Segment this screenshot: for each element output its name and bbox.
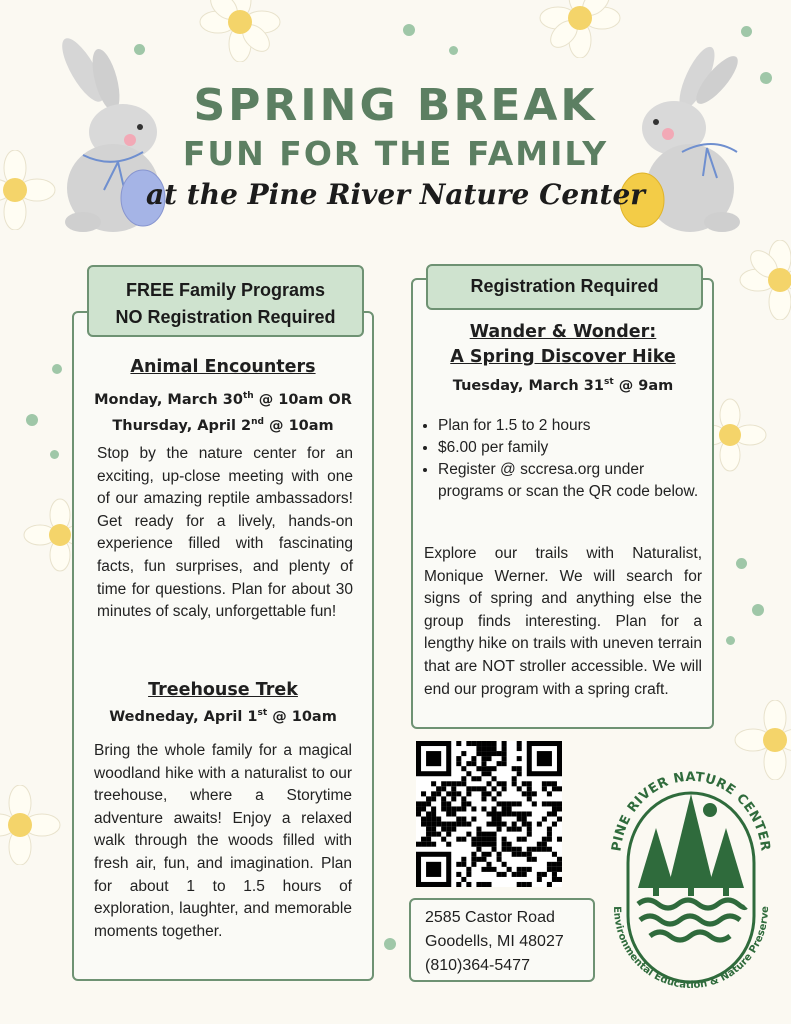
hike-date [418,377,708,394]
date-suffix: st [257,708,268,718]
list-item: • Register @ sccresa.org under programs or scan the QR code below. [438,459,706,503]
qr-code-icon [416,741,562,887]
date2-time: @ 10am [263,417,334,434]
date2-text: Thursday, April 2 [112,417,252,434]
daisy-icon [195,0,285,62]
date-time: @ 10am [267,708,337,725]
decor-dot [52,364,62,374]
hike-details-list [420,415,706,503]
list-item: • $6.00 per family [438,437,706,459]
address-street: 2585 Castor Road [425,909,555,926]
decor-dot [449,46,458,55]
program-description-animal-encounters: Stop by the nature center for an exciting, up-close meeting with one of our amazing reptile ambassadors! Get ready for a lively, hands-on experience filled with fascinating facts, fun surprises, and plenty of time for questions. Plan for about 30 minutes of scaly, unforgettable fun! [97,445,353,621]
date1-time: @ 10am OR [253,391,352,408]
address-city: Goodells, MI 48027 [425,933,564,950]
logo-bottom-text: Environmental Education & Nature Preserve [610,906,772,992]
list-item: • Plan for 1.5 to 2 hours [438,415,706,437]
address-phone[interactable]: (810)364-5477 [425,957,530,974]
decor-dot [384,938,396,950]
date-text: Wedneday, April 1 [109,708,258,725]
decor-dot [741,26,752,37]
daisy-icon [735,240,791,320]
date2-suffix: nd [251,416,264,427]
address-box [409,898,595,982]
hike-date-time: @ 9am [613,377,674,394]
pine-river-logo [598,748,784,998]
title-spring-break: SPRING BREAK [193,80,598,131]
program-description-treehouse-trek: Bring the whole family for a magical woodland hike with a naturalist to our treehouse, where a Storytime adventure awaits! Enjoy a relaxed walk through the woods filled with fresh air, fun, and imagination. Plan for about 1 to 1.5 hours of exploration, laughter, and memorable moments together. [94,742,352,940]
qr-code[interactable] [416,741,562,887]
program-date-treehouse-trek [78,708,368,725]
free-programs-tag [87,265,364,337]
program-title-animal-encounters: Animal Encounters [130,357,316,377]
daisy-icon [0,785,65,865]
logo-top-text: PINE RIVER NATURE CENTER [609,769,773,853]
program-title-treehouse-trek: Treehouse Trek [148,680,298,700]
program-dates-animal-encounters [78,385,368,437]
decor-dot [752,604,764,616]
decor-dot [726,636,735,645]
hike-title-line1: Wander & Wonder: [469,322,657,342]
hike-description: Explore our trails with Naturalist, Monique Werner. We will search for signs of spring and anything else the group finds interesting. Plan for a lengthy hike on trails with uneven terrain that are NOT stroller accessible. We will end our program with a spring craft. [424,545,702,698]
hike-date-suffix: st [603,377,614,387]
free-programs-tag-line2: NO Registration Required [115,307,336,327]
date1-text: Monday, March 30 [94,391,243,408]
free-programs-tag-line1: FREE Family Programs [125,280,326,300]
decor-dot [50,450,59,459]
decor-dot [736,558,747,569]
decor-dot [403,24,415,36]
hike-date-text: Tuesday, March 31 [452,377,604,394]
title-fun-for-family: FUN FOR THE FAMILY [182,134,609,173]
title-location: at the Pine River Nature Center [145,178,646,211]
registration-tag: Registration Required [426,264,703,310]
hike-title-line2: A Spring Discover Hike [450,347,676,367]
date1-suffix: th [242,391,254,401]
decor-dot [26,414,38,426]
